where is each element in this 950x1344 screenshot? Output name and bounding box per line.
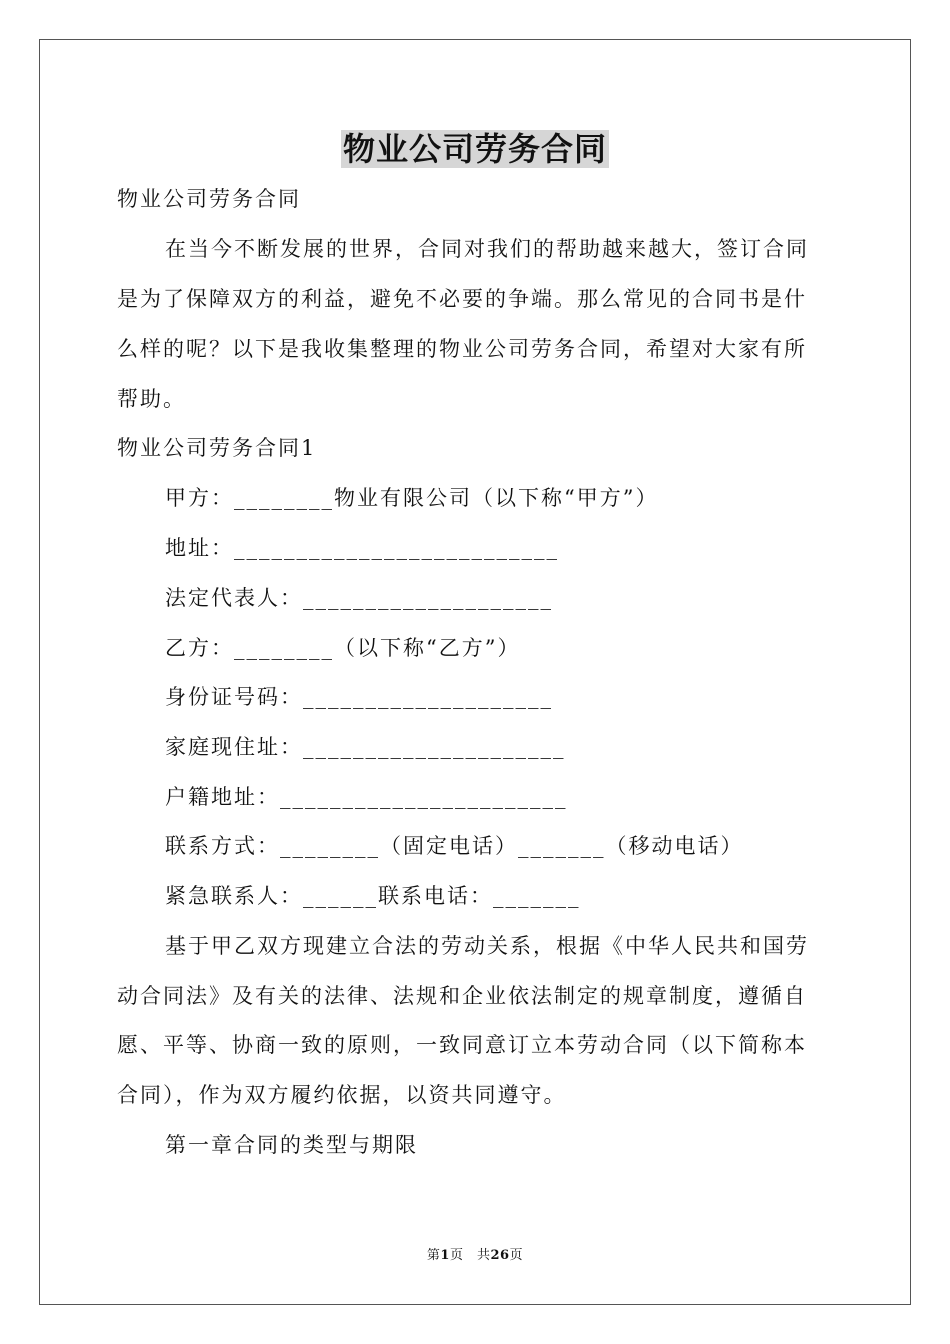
household-address-line: 户籍地址：_______________________ <box>165 785 568 809</box>
party-b-line: 乙方：________（以下称“乙方”） <box>165 636 521 660</box>
current-page-number: 1 <box>440 1248 450 1263</box>
total-pages-number: 26 <box>490 1248 510 1263</box>
subtitle-line: 物业公司劳务合同 <box>117 187 301 211</box>
paragraph-line: 帮助。 <box>117 387 186 411</box>
paragraph-line: 愿、平等、协商一致的原则，一致同意订立本劳动合同（以下简称本 <box>117 1033 807 1057</box>
section-heading: 物业公司劳务合同1 <box>117 436 317 460</box>
page-prefix: 第 <box>426 1248 441 1263</box>
chapter-heading: 第一章合同的类型与期限 <box>165 1133 418 1157</box>
page-border <box>39 39 911 1305</box>
paragraph-line: 基于甲乙双方现建立合法的劳动关系，根据《中华人民共和国劳 <box>165 934 809 958</box>
legal-representative-line: 法定代表人：____________________ <box>165 586 553 610</box>
page-footer <box>0 1248 950 1264</box>
home-address-line: 家庭现住址：_____________________ <box>165 735 566 759</box>
paragraph-line: 么样的呢？以下是我收集整理的物业公司劳务合同，希望对大家有所 <box>117 337 807 361</box>
paragraph-line: 动合同法》及有关的法律、法规和企业依法制定的规章制度，遵循自 <box>117 984 807 1008</box>
contact-line: 联系方式：________（固定电话）_______（移动电话） <box>165 834 744 858</box>
document-title <box>0 128 950 170</box>
paragraph-line: 是为了保障双方的利益，避免不必要的争端。那么常见的合同书是什 <box>117 287 807 311</box>
paragraph-line: 在当今不断发展的世界，合同对我们的帮助越来越大，签订合同 <box>165 237 809 261</box>
emergency-contact-line: 紧急联系人：______联系电话：_______ <box>165 884 581 908</box>
paragraph-line: 合同），作为双方履约依据，以资共同遵守。 <box>117 1083 567 1107</box>
id-number-line: 身份证号码：____________________ <box>165 685 553 709</box>
page-mid: 页 共 <box>449 1248 491 1263</box>
address-line: 地址：__________________________ <box>165 536 559 560</box>
document-title-text: 物业公司劳务合同 <box>342 130 607 168</box>
page-suffix: 页 <box>509 1248 524 1263</box>
party-a-line: 甲方：________物业有限公司（以下称“甲方”） <box>165 486 659 510</box>
